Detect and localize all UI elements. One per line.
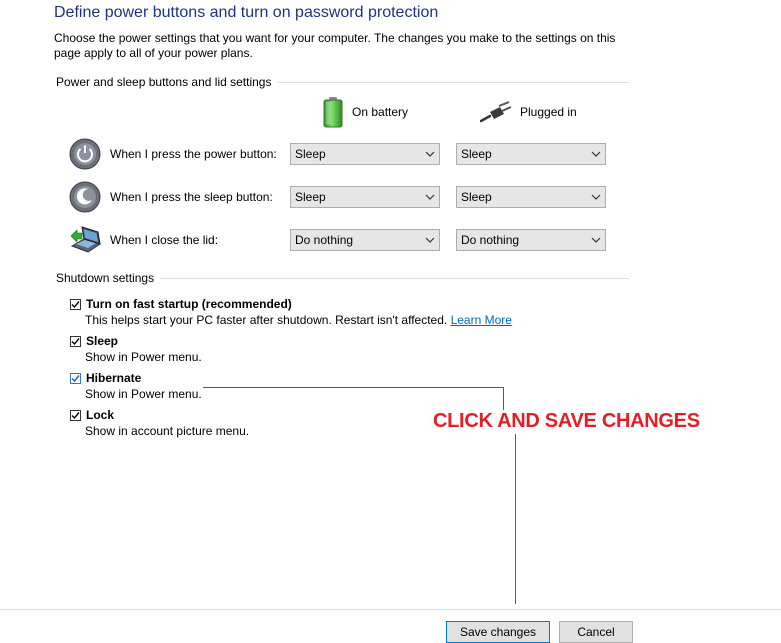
lid-close-battery-dropdown[interactable] [290,229,440,251]
sleep-button-plugged-dropdown[interactable] [456,186,606,208]
laptop-lid-icon [68,222,102,256]
column-header-plugged-label: Plugged in [520,105,577,119]
power-button-battery-dropdown[interactable] [290,143,440,165]
chevron-down-icon [421,143,439,165]
column-header-plugged [480,96,577,128]
checkmark-icon [71,374,80,383]
shutdown-section-header-text: Shutdown settings [56,271,155,285]
power-button-plugged-value: Sleep [461,147,492,161]
shutdown-section-divider [160,278,629,279]
chevron-down-icon [587,186,605,208]
chevron-down-icon [587,143,605,165]
lid-close-plugged-value: Do nothing [461,233,520,247]
hibernate-checkbox[interactable] [70,373,81,384]
sleep-button-battery-value: Sleep [295,190,326,204]
page-description: Choose the power settings that you want for your computer. The changes you make to the settings on this page apply to all of your power plans. [54,31,616,60]
cancel-button[interactable]: Cancel [559,621,633,643]
power-button-icon [68,137,102,171]
lid-close-plugged-dropdown[interactable] [456,229,606,251]
lock-checkbox[interactable] [70,410,81,421]
fast-startup-description [70,312,512,328]
shutdown-section-header [56,270,629,286]
sleep-button-plugged-value: Sleep [461,190,492,204]
battery-icon [322,96,344,128]
lock-option [70,407,249,439]
chevron-down-icon [421,186,439,208]
annotation-line-horizontal [203,387,504,388]
annotation-text: CLICK AND SAVE CHANGES [433,410,700,432]
fast-startup-option [70,296,512,328]
sleep-button-icon [68,180,102,214]
sleep-title[interactable]: Sleep [86,334,119,348]
power-section-header-text: Power and sleep buttons and lid settings [56,75,272,89]
chevron-down-icon [587,229,605,251]
checkmark-icon [71,411,80,420]
chevron-down-icon [421,229,439,251]
lid-close-battery-value: Do nothing [295,233,354,247]
fast-startup-checkbox[interactable] [70,299,81,310]
sleep-button-battery-dropdown[interactable] [290,186,440,208]
power-button-battery-value: Sleep [295,147,326,161]
annotation-line-upper [503,387,504,410]
power-button-label: When I press the power button: [110,147,277,161]
footer-divider [0,609,781,610]
learn-more-link[interactable]: Learn More [450,313,512,327]
sleep-checkbox[interactable] [70,336,81,347]
hibernate-title[interactable]: Hibernate [86,371,142,385]
column-header-battery [322,96,408,128]
sleep-description: Show in Power menu. [85,350,202,364]
hibernate-description: Show in Power menu. [85,387,202,401]
power-section-header [56,74,629,90]
page-title: Define power buttons and turn on password protection [54,4,439,21]
lock-title[interactable]: Lock [86,408,115,422]
checkmark-icon [71,337,80,346]
fast-startup-title[interactable]: Turn on fast startup (recommended) [86,297,292,311]
annotation-line-lower [515,434,516,604]
sleep-button-label: When I press the sleep button: [110,190,273,204]
column-header-battery-label: On battery [352,105,409,119]
lock-description: Show in account picture menu. [85,424,250,438]
power-plug-icon [480,100,512,124]
lid-close-label: When I close the lid: [110,233,219,247]
save-changes-button[interactable]: Save changes [446,621,550,643]
power-button-plugged-dropdown[interactable] [456,143,606,165]
hibernate-option [70,370,202,402]
checkmark-icon [71,300,80,309]
sleep-option [70,333,202,365]
fast-startup-desc-text: This helps start your PC faster after shutdown. Restart isn't affected. [85,313,448,327]
power-section-divider [277,82,629,83]
